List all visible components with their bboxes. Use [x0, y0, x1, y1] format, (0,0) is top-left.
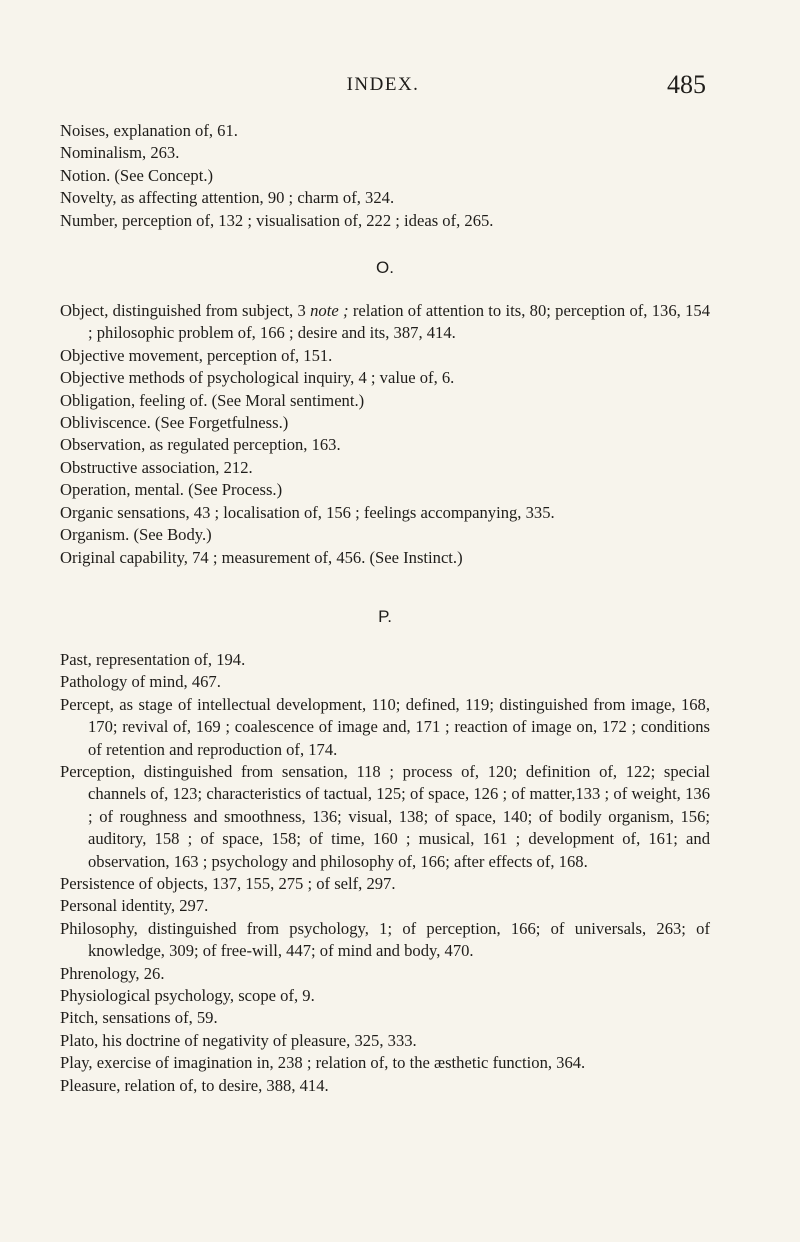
index-entry: Persistence of objects, 137, 155, 275 ; of self, 297. [60, 873, 396, 893]
index-entry: Original capability, 74 ; measurement of, 456. (See Instinct.) [60, 547, 463, 567]
index-entry [60, 300, 710, 345]
index-entry: Organic sensations, 43 ; localisation of, 156 ; feelings accompanying, 335. [60, 502, 555, 522]
index-entry: Noises, explanation of, 61. [60, 121, 238, 140]
entry-note-italic: note ; [310, 301, 349, 321]
index-entry: Novelty, as affecting attention, 90 ; charm of, 324. [60, 188, 395, 208]
running-head [60, 72, 706, 102]
index-entry: Play, exercise of imagination in, 238 ; relation of, to the æsthetic function, 364. [60, 1053, 586, 1073]
index-body [60, 120, 710, 1097]
running-title: INDEX. [346, 74, 420, 95]
index-entry: Number, perception of, 132 ; visualisation of, 222 ; ideas of, 265. [60, 210, 494, 230]
entry-text: Object, distinguished from subject, 3 [60, 301, 311, 321]
index-entry: Perception, distinguished from sensation, 118 ; process of, 120; definition of, 122; special channels of, 123; characteristics of tactual, 125; of space, 126 ; of matter,133 ; of weight, 136 ; of roughness and smoothness, 136; visual, 138; of space, 140; of bodily organism, 156; auditory, 158 ; of space, 158; of time, 160 ; musical, 161 ; development of, 161; and observation, 163 ; psychology and philosophy of, 166; after effects of, 168. [60, 761, 710, 871]
page-number: 485 [667, 70, 706, 99]
entry-text: relation of attention to its, 80; perception of, 136, 154 ; philosophic problem of, 166 ; desire and its, 387, 414. [88, 301, 710, 343]
index-entry: Past, representation of, 194. [60, 649, 246, 669]
index-entry: Nominalism, 263. [60, 143, 180, 163]
index-entry: Philosophy, distinguished from psychology, 1; of perception, 166; of universals, 263; of knowledge, 309; of free-will, 447; of mind and body, 470. [60, 918, 710, 961]
index-entry: Pleasure, relation of, to desire, 388, 414. [60, 1075, 329, 1095]
index-entry: Operation, mental. (See Process.) [60, 480, 283, 500]
section-heading-o: O. [376, 258, 394, 278]
index-entry: Observation, as regulated perception, 163. [60, 435, 341, 455]
index-entry: Organism. (See Body.) [60, 525, 212, 545]
index-entry: Phrenology, 26. [60, 963, 165, 983]
index-entry: Plato, his doctrine of negativity of pleasure, 325, 333. [60, 1030, 417, 1050]
index-entry: Notion. (See Concept.) [60, 165, 213, 185]
section-heading-p: P. [378, 606, 392, 626]
index-entry: Objective movement, perception of, 151. [60, 345, 333, 365]
index-entry: Obstructive association, 212. [60, 457, 253, 477]
index-entry: Obliviscence. (See Forgetfulness.) [60, 413, 289, 433]
index-entry: Obligation, feeling of. (See Moral sentiment.) [60, 390, 365, 410]
index-entry: Percept, as stage of intellectual development, 110; defined, 119; distinguished from image, 168, 170; revival of, 169 ; coalescence of image and, 171 ; reaction of image on, 172 ; conditions of retention and reproduction of, 174. [60, 694, 710, 759]
index-entry: Physiological psychology, scope of, 9. [60, 986, 315, 1005]
index-entry: Pathology of mind, 467. [60, 672, 221, 692]
index-entry: Pitch, sensations of, 59. [60, 1008, 218, 1028]
index-entry: Personal identity, 297. [60, 896, 209, 916]
index-entry: Objective methods of psychological inquiry, 4 ; value of, 6. [60, 368, 455, 388]
